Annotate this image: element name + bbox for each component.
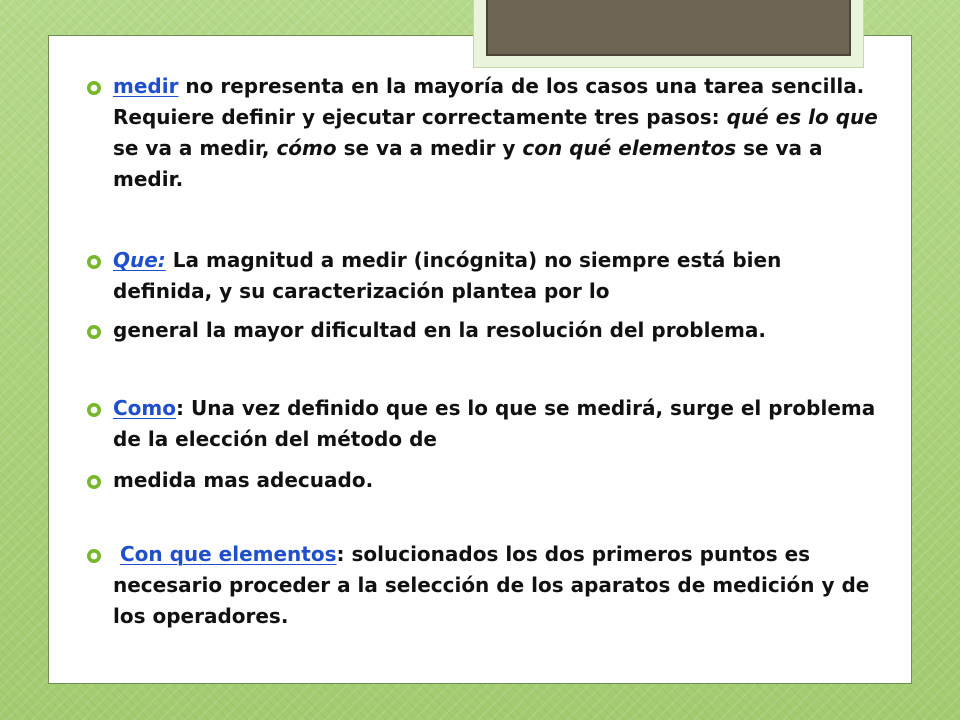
- ring-bullet-icon: [84, 320, 104, 340]
- text-span: [113, 542, 120, 566]
- bullet-text: [113, 539, 883, 632]
- bullet-text: [113, 465, 883, 496]
- text-span: se va a medir y: [336, 136, 523, 160]
- link-que[interactable]: Que:: [113, 248, 166, 272]
- ring-bullet-icon: [84, 398, 104, 418]
- ring-bullet-icon: [84, 76, 104, 96]
- italic-span: cómo: [276, 136, 337, 160]
- text-span: La magnitud a medir (incógnita) no siempre está bien definida, y su caracterización plantea por lo: [113, 248, 782, 303]
- text-span: : Una vez definido que es lo que se medirá, surge el problema de la elección del método de: [113, 396, 876, 451]
- bullet-text: [113, 393, 883, 455]
- link-con-que-elementos[interactable]: Con que elementos: [119, 542, 337, 566]
- text-span: : solucionados los dos primeros puntos es necesario proceder a la selección de los aparatos de medición y de los operadores.: [113, 542, 870, 628]
- italic-span: qué es lo que: [726, 105, 878, 129]
- link-medir[interactable]: medir: [113, 74, 179, 98]
- bullet-text: [113, 71, 883, 195]
- text-span: se va a medir.: [113, 136, 823, 191]
- link-como[interactable]: Como: [113, 396, 176, 420]
- bullet-text: [113, 245, 883, 307]
- ring-bullet-icon: [84, 470, 104, 490]
- ring-bullet-icon: [84, 544, 104, 564]
- text-span: se va a medir,: [113, 136, 277, 160]
- text-span: no representa en la mayoría de los casos una tarea sencilla. Requiere definir y ejecutar correctamente tres pasos:: [113, 74, 865, 129]
- text-span: general la mayor dificultad en la resolución del problema.: [113, 318, 766, 342]
- text-span: medida mas adecuado.: [113, 468, 374, 492]
- italic-span: con qué elementos: [522, 136, 737, 160]
- ring-bullet-icon: [84, 250, 104, 270]
- bullet-text: [113, 315, 883, 346]
